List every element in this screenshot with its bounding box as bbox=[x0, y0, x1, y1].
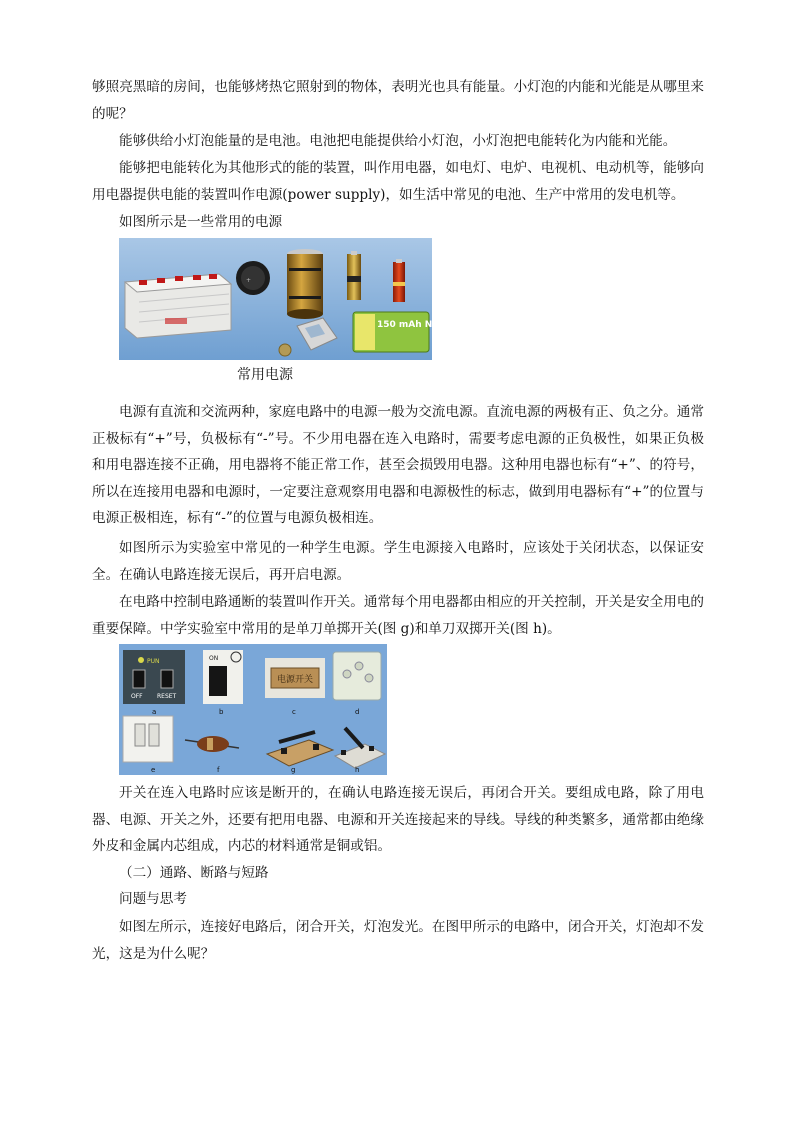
figure-1-caption: 常用电源 bbox=[237, 367, 293, 383]
rocker-switch-b-image bbox=[203, 650, 243, 704]
coin-cell-image bbox=[279, 344, 291, 356]
battery-label: 150 mAh NiMH 9V bbox=[377, 320, 469, 330]
svg-text:+: + bbox=[246, 277, 252, 284]
plate-switch-c-image bbox=[265, 658, 325, 698]
label-b: b bbox=[219, 708, 224, 716]
paragraph-4: 如图所示是一些常用的电源 bbox=[119, 214, 283, 230]
button-cell-image bbox=[236, 261, 270, 295]
aa-battery-image bbox=[347, 251, 361, 300]
9v-battery-image bbox=[353, 312, 468, 352]
section-heading: （二）通路、断路与短路 bbox=[119, 865, 269, 881]
label-a: a bbox=[152, 708, 157, 716]
label-c: c bbox=[292, 708, 296, 716]
paragraph-8: 开关在连入电路时应该是断开的，在确认电路连接无误后，再闭合开关。要组成电路，除了用电器、电源、开关之外，还要有把用电器、电源和开关连接起来的导线。导线的种类繁多，通常都由绝缘外皮和金属内芯组成，内芯的材料通常是铜或铝。 bbox=[92, 785, 704, 854]
panel-reset-text: RESET bbox=[157, 693, 177, 700]
panel-power-text: PUN bbox=[147, 658, 160, 665]
label-g: g bbox=[291, 766, 296, 774]
wall-switch-d-image bbox=[333, 652, 381, 700]
panel-switch-a-image bbox=[123, 650, 185, 704]
d-cell-battery-image bbox=[287, 249, 323, 319]
paragraph-2: 能够供给小灯泡能量的是电池。电池把电能提供给小灯泡，小灯泡把电能转化为内能和光能。 bbox=[119, 133, 677, 149]
power-sources-figure bbox=[119, 238, 469, 360]
label-d: d bbox=[355, 708, 360, 716]
plate-text: 电源开关 bbox=[277, 675, 314, 685]
red-battery-image bbox=[393, 259, 405, 302]
label-e: e bbox=[151, 766, 156, 774]
paragraph-1: 够照亮黑暗的房间，也能够烤热它照射到的物体，表明光也具有能量。小灯泡的内能和光能是从哪里来的呢？ bbox=[92, 79, 704, 122]
wall-switch-e-image bbox=[123, 716, 173, 762]
paragraph-9: 如图左所示，连接好电路后，闭合开关，灯泡发光。在图甲所示的电路中，闭合开关，灯泡却不发光，这是为什么呢？ bbox=[92, 919, 704, 962]
label-f: f bbox=[217, 766, 220, 774]
rocker-on-text: ON bbox=[209, 655, 219, 662]
switches-figure bbox=[119, 644, 387, 775]
panel-off-text: OFF bbox=[131, 693, 143, 700]
label-h: h bbox=[355, 766, 360, 774]
car-battery-image bbox=[125, 274, 231, 338]
paragraph-5: 电源有直流和交流两种，家庭电路中的电源一般为交流电源。直流电源的两极有正、负之分。通常正极标有“+”号，负极标有“-”号。不少用电器在连入电路时，需要考虑电源的正负极性，如果正负极和用电器连接不正确，用电器将不能正常工作，甚至会损毁用电器。这种用电器也标有“+”、的符号，所以在连接用电器和电源时，一定要注意观察用电器和电源极性的标志，做到用电器标有“+”的位置与电源正极相连，标有“-”的位置与电源负极相连。 bbox=[92, 404, 704, 526]
question-title: 问题与思考 bbox=[119, 891, 187, 907]
paragraph-6: 如图所示为实验室中常见的一种学生电源。学生电源接入电路时，应该处于关闭状态，以保证安全。在确认电路连接无误后，再开启电源。 bbox=[92, 540, 704, 583]
paragraph-3: 能够把电能转化为其他形式的能的装置，叫作用电器，如电灯、电炉、电视机、电动机等，能够向用电器提供电能的装置叫作电源(power supply)，如生活中常见的电池、生产中常用的发电机等。 bbox=[92, 160, 704, 203]
paragraph-7: 在电路中控制电路通断的装置叫作开关。通常每个用电器都由相应的开关控制，开关是安全用电的重要保障。中学实验室中常用的是单刀单掷开关(图 g)和单刀双掷开关(图 h)。 bbox=[92, 594, 704, 637]
